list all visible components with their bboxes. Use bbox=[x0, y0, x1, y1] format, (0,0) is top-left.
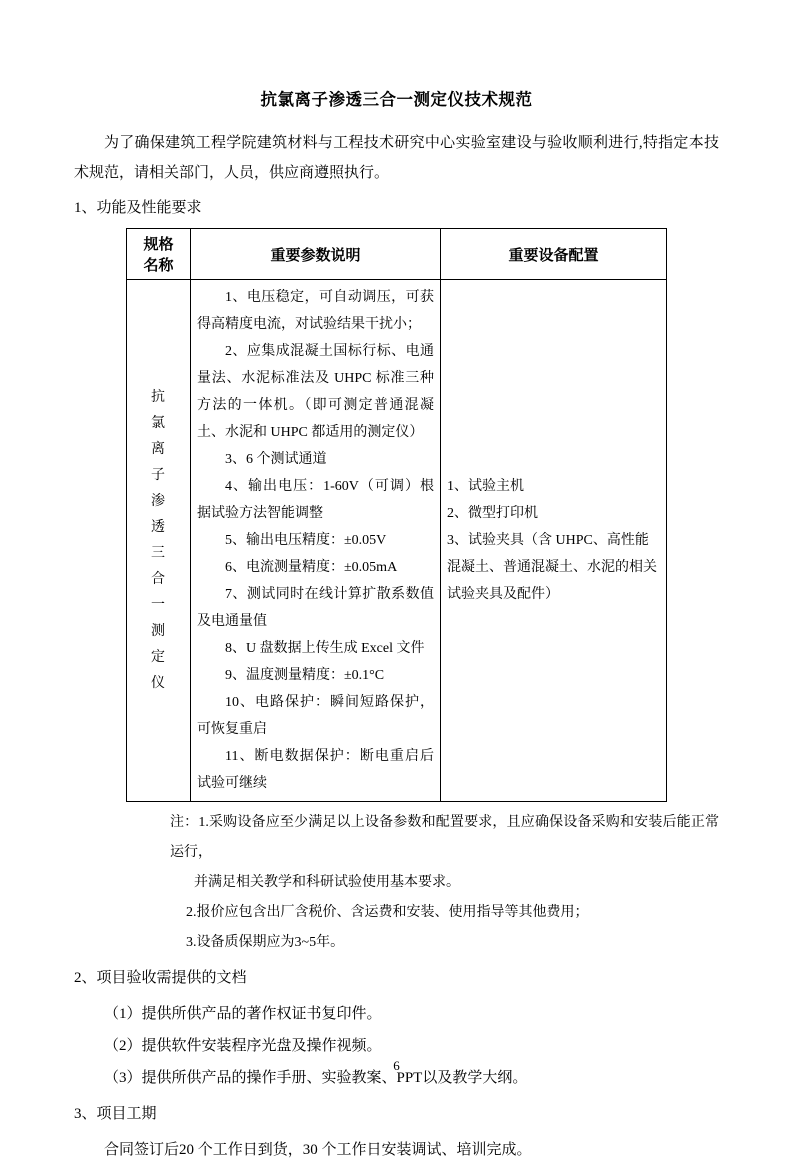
parameter-item: 4、输出电压：1-60V（可调）根据试验方法智能调整 bbox=[197, 479, 434, 521]
parameter-item: 8、U 盘数据上传生成 Excel 文件 bbox=[225, 641, 425, 656]
configuration-item: 3、试验夹具（含 UHPC、高性能混凝土、普通混凝土、水泥的相关试验夹具及配件） bbox=[447, 533, 657, 602]
parameter-item: 2、应集成混凝土国标行标、电通量法、水泥标准法及 UHPC 标准三种方法的一体机。（即可测定普通混凝土、水泥和 UHPC 都适用的测定仪） bbox=[197, 344, 434, 440]
table-header-config: 重要设备配置 bbox=[441, 229, 667, 280]
cell-configuration bbox=[441, 280, 667, 802]
table-header-name-line1: 规格 bbox=[143, 237, 174, 253]
table-row bbox=[127, 280, 667, 802]
section-heading-2: 2、项目验收需提供的文档 bbox=[74, 970, 247, 986]
table-notes bbox=[74, 808, 719, 958]
note-line-1: 注：1.采购设备应至少满足以上设备参数和配置要求，且应确保设备采购和安装后能正常运行， bbox=[170, 815, 719, 860]
spec-name-char: 透 bbox=[151, 519, 166, 535]
spec-name-char: 仪 bbox=[151, 675, 166, 691]
table-header-params: 重要参数说明 bbox=[191, 229, 441, 280]
page-number: 6 bbox=[393, 1058, 400, 1073]
table-header-name bbox=[127, 229, 191, 280]
parameter-item: 6、电流测量精度：±0.05mA bbox=[225, 560, 398, 575]
spec-name-char: 合 bbox=[151, 571, 166, 587]
parameter-item: 5、输出电压精度：±0.05V bbox=[225, 533, 387, 548]
parameter-item: 3、6 个测试通道 bbox=[225, 452, 327, 467]
parameter-item: 7、测试同时在线计算扩散系数值及电通量值 bbox=[197, 587, 434, 629]
cell-parameters bbox=[191, 280, 441, 802]
table-header-row bbox=[127, 229, 667, 280]
page-title: 抗氯离子渗透三合一测定仪技术规范 bbox=[260, 90, 533, 109]
parameter-item: 1、电压稳定，可自动调压，可获得高精度电流，对试验结果干扰小； bbox=[197, 290, 434, 332]
intro-paragraph: 为了确保建筑工程学院建筑材料与工程技术研究中心实验室建设与验收顺利进行,特指定本技术规范，请相关部门，人员，供应商遵照执行。 bbox=[74, 135, 719, 181]
cell-spec-name bbox=[127, 280, 191, 802]
section-heading-1: 1、功能及性能要求 bbox=[74, 200, 202, 216]
parameter-item: 10、电路保护：瞬间短路保护，可恢复重启 bbox=[197, 695, 434, 737]
section-heading-3: 3、项目工期 bbox=[74, 1106, 157, 1122]
parameter-item: 9、温度测量精度：±0.1°C bbox=[225, 668, 385, 683]
note-line-4: 3.设备质保期应为3~5年。 bbox=[186, 935, 345, 950]
document-item-1: （1）提供所供产品的著作权证书复印件。 bbox=[104, 1006, 382, 1022]
table-header-name-line2: 名称 bbox=[143, 258, 174, 274]
spec-name-char: 子 bbox=[151, 467, 166, 483]
specification-table bbox=[126, 228, 667, 802]
spec-name-char: 一 bbox=[151, 597, 166, 613]
spec-name-char: 离 bbox=[151, 441, 166, 457]
spec-name-char: 氯 bbox=[151, 415, 166, 431]
parameter-item: 11、断电数据保护：断电重启后试验可继续 bbox=[197, 749, 434, 791]
spec-name-char: 测 bbox=[151, 623, 166, 639]
configuration-item: 2、微型打印机 bbox=[447, 506, 538, 521]
spec-name-char: 三 bbox=[151, 545, 166, 561]
spec-name-char: 渗 bbox=[151, 493, 166, 509]
spec-name-char: 抗 bbox=[151, 389, 166, 405]
note-line-3: 2.报价应包含出厂含税价、含运费和安装、使用指导等其他费用； bbox=[186, 905, 589, 920]
note-line-2: 并满足相关教学和科研试验使用基本要求。 bbox=[194, 875, 460, 890]
document-item-3: （3）提供所供产品的操作手册、实验教案、PPT以及教学大纲。 bbox=[104, 1070, 528, 1086]
document-item-2: （2）提供软件安装程序光盘及操作视频。 bbox=[104, 1038, 382, 1054]
configuration-item: 1、试验主机 bbox=[447, 479, 524, 494]
schedule-text: 合同签订后20 个工作日到货，30 个工作日安装调试、培训完成。 bbox=[104, 1142, 532, 1158]
spec-name-char: 定 bbox=[151, 649, 166, 665]
